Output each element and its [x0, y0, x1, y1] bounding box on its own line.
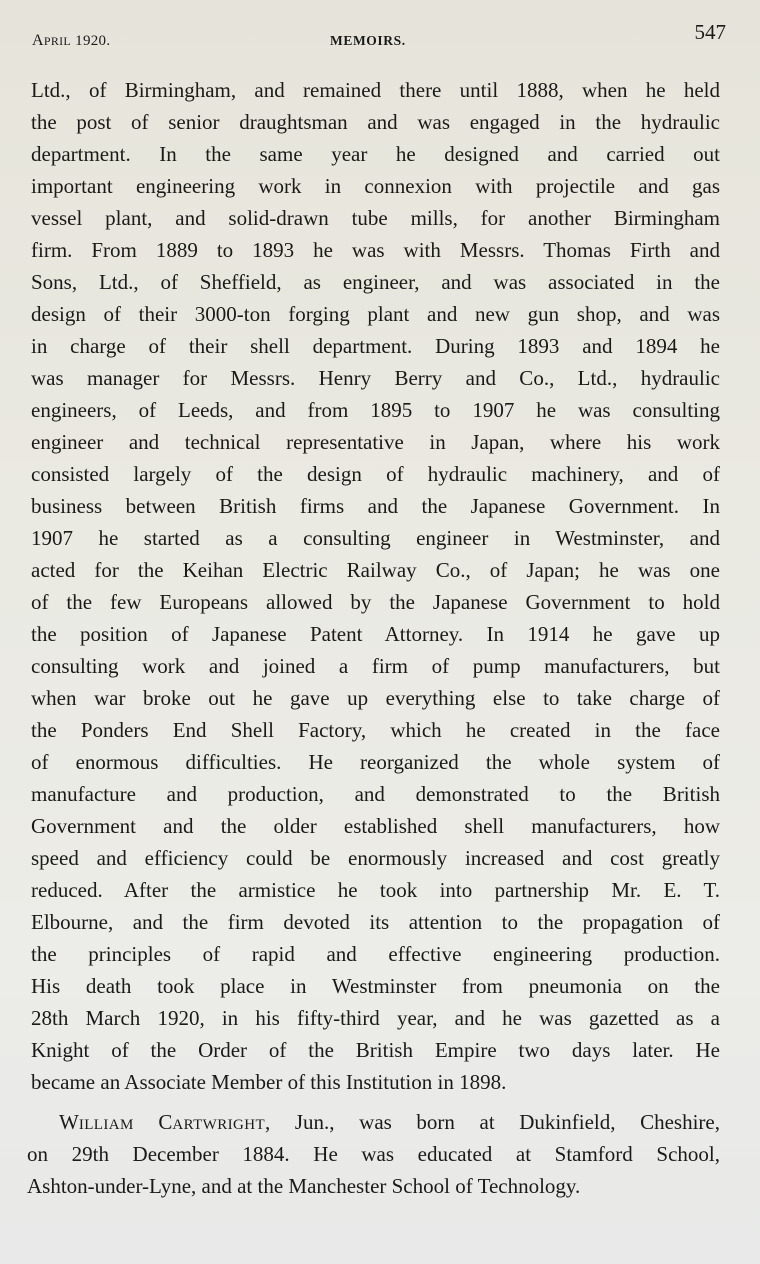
- name-rest-artwright: ARTWRIGHT: [172, 1117, 266, 1133]
- text-line: Knight of the Order of the British Empire two days later. He: [31, 1038, 720, 1062]
- header-date: [32, 32, 110, 50]
- text-line: of enormous difficulties. He reorganized the whole system of: [31, 750, 720, 774]
- text-line: speed and efficiency could be enormously increased and cost greatly: [31, 846, 720, 870]
- text-line: was manager for Messrs. Henry Berry and Co., Ltd., hydraulic: [31, 366, 720, 390]
- name-rest-illiam: ILLIAM: [78, 1117, 134, 1133]
- text-line: the position of Japanese Patent Attorney. In 1914 he gave up: [31, 622, 720, 646]
- text-line: business between British firms and the Japanese Government. In: [31, 494, 720, 518]
- memoir-paragraph-2: [27, 1106, 720, 1202]
- text-line: Government and the older established shell manufacturers, how: [31, 814, 720, 838]
- name-initial-c: C: [158, 1110, 173, 1134]
- text-line: Sons, Ltd., of Sheffield, as engineer, and was associated in the: [31, 270, 720, 294]
- text-line: became an Associate Member of this Institution in 1898.: [31, 1070, 507, 1094]
- page-number: 547: [694, 20, 726, 44]
- text-line: vessel plant, and solid-drawn tube mills, for another Birmingham: [31, 206, 720, 230]
- text-line: the principles of rapid and effective engineering production.: [31, 942, 720, 966]
- text-line: the Ponders End Shell Factory, which he created in the face: [31, 718, 720, 742]
- running-header: [32, 14, 726, 54]
- text-line: consisted largely of the design of hydraulic machinery, and of: [31, 462, 720, 486]
- text-line: Elbourne, and the firm devoted its attention to the propagation of: [31, 910, 720, 934]
- header-date-year: 1920.: [75, 33, 111, 49]
- text-line: in charge of their shell department. During 1893 and 1894 he: [31, 334, 720, 358]
- text-line: firm. From 1889 to 1893 he was with Messrs. Thomas Firth and: [31, 238, 720, 262]
- text-line: the post of senior draughtsman and was engaged in the hydraulic: [31, 110, 720, 134]
- text-line: [27, 1106, 720, 1138]
- text-line: consulting work and joined a firm of pump manufacturers, but: [31, 654, 720, 678]
- text-line: design of their 3000-ton forging plant and new gun shop, and was: [31, 302, 720, 326]
- text-line: when war broke out he gave up everything else to take charge of: [31, 686, 720, 710]
- header-date-month: PRIL: [43, 34, 72, 48]
- text-line: engineer and technical representative in Japan, where his work: [31, 430, 720, 454]
- text-line: His death took place in Westminster from pneumonia on the: [31, 974, 720, 998]
- text-line: manufacture and production, and demonstrated to the British: [31, 782, 720, 806]
- text-line: engineers, of Leeds, and from 1895 to 1907 he was consulting: [31, 398, 720, 422]
- text-line: Ltd., of Birmingham, and remained there until 1888, when he held: [31, 78, 720, 102]
- name-initial-w: W: [59, 1110, 79, 1134]
- header-section-title: MEMOIRS.: [330, 33, 406, 48]
- text-line: of the few Europeans allowed by the Japanese Government to hold: [31, 590, 720, 614]
- text-line: 28th March 1920, in his fifty-third year, and he was gazetted as a: [31, 1006, 720, 1030]
- text-line: important engineering work in connexion with projectile and gas: [31, 174, 720, 198]
- text-line: Ashton-under-Lyne, and at the Manchester School of Technology.: [27, 1174, 581, 1198]
- text-line: department. In the same year he designed and carried out: [31, 142, 720, 166]
- text-line: acted for the Keihan Electric Railway Co., of Japan; he was one: [31, 558, 720, 582]
- first-line-rest: , Jun., was born at Dukinfield, Cheshire,: [265, 1110, 720, 1134]
- text-line: 1907 he started as a consulting engineer in Westminster, and: [31, 526, 720, 550]
- text-line: on 29th December 1884. He was educated at Stamford School,: [27, 1142, 720, 1166]
- memoir-paragraph-1: [31, 74, 720, 1098]
- header-date-initial: A: [32, 32, 44, 49]
- text-line: reduced. After the armistice he took into partnership Mr. E. T.: [31, 878, 720, 902]
